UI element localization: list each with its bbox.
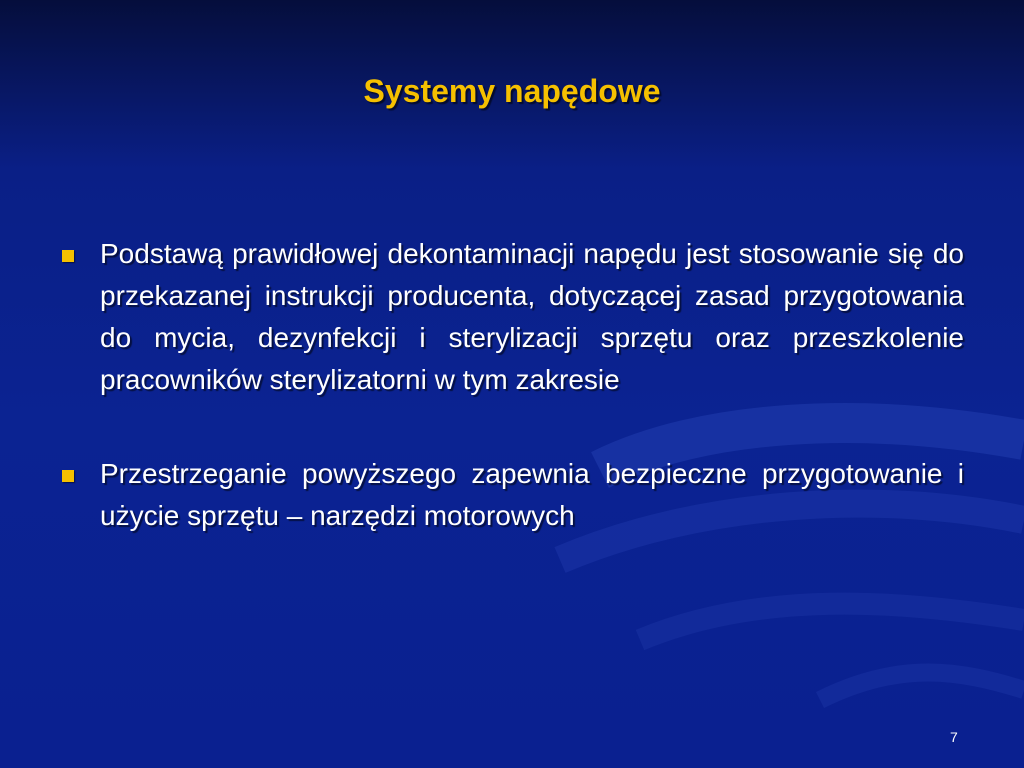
square-bullet-icon: [62, 250, 74, 262]
bullet-text: Podstawą prawidłowej dekontaminacji napędu jest stosowanie się do przekazanej instrukcji producenta, dotyczącej zasad przygotowania do mycia, dezynfekcji i sterylizacji sprzętu oraz przeszkolenie pracowników sterylizatorni w tym zakresie: [100, 238, 964, 395]
square-bullet-icon: [62, 470, 74, 482]
list-item: [62, 233, 964, 401]
slide-title: Systemy napędowe: [363, 73, 661, 109]
bullet-text: Przestrzeganie powyższego zapewnia bezpieczne przygotowanie i użycie sprzętu – narzędzi motorowych: [100, 458, 964, 531]
list-item: [62, 453, 964, 537]
bullet-list: [62, 233, 964, 589]
page-number: 7: [950, 729, 958, 745]
